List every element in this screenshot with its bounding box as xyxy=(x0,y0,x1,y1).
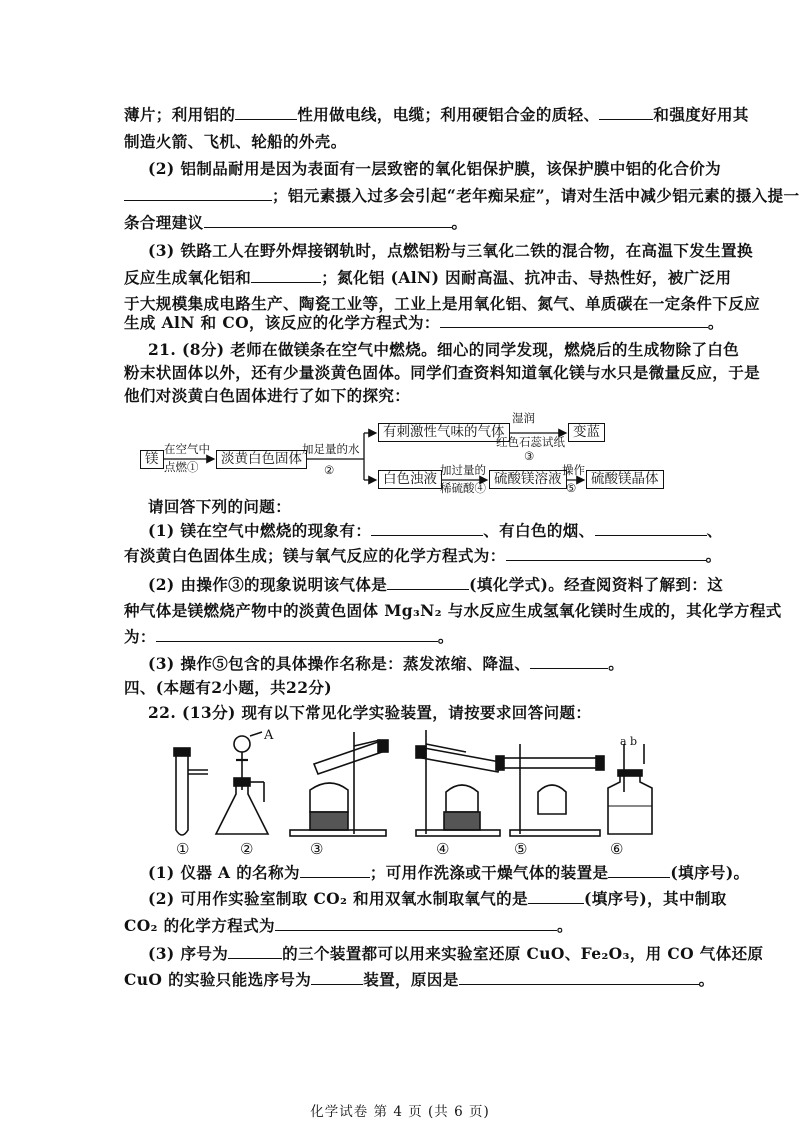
apparatus-number-6: ⑥ xyxy=(610,840,624,858)
apparatus-number-1: ① xyxy=(176,840,190,858)
apparatus-3-heating-tube xyxy=(290,732,388,836)
text: 。 xyxy=(437,627,454,646)
q21-ask: 请回答下列的问题： xyxy=(148,497,292,516)
answer-blank[interactable] xyxy=(595,521,707,536)
q21-line-2: 粉末状固体以外，还有少量淡黄色固体。同学们查资料知道氧化镁与水只是微量反应，于是 xyxy=(124,363,761,382)
q21-a1-line-1 xyxy=(148,520,722,542)
text: 。 xyxy=(705,546,722,565)
text: 、 xyxy=(706,521,723,540)
apparatus-number-2: ② xyxy=(240,840,254,858)
q20-part3-line-3: 于大规模集成电路生产、陶瓷工业等，工业上是用氧化铝、氮气、单质碳在一定条件下反应 xyxy=(124,294,761,313)
answer-blank[interactable] xyxy=(228,944,282,959)
answer-blank[interactable] xyxy=(506,546,706,561)
box-mgso4-crystal: 硫酸镁晶体 xyxy=(586,470,664,489)
text: 。 xyxy=(698,970,715,989)
q20-line-2: 制造火箭、飞机、轮船的外壳。 xyxy=(124,132,347,151)
q21-a2-line-3 xyxy=(124,626,454,648)
answer-blank[interactable] xyxy=(371,521,483,536)
q20-line-1 xyxy=(124,104,749,126)
q21-a3 xyxy=(148,653,624,675)
answer-blank[interactable] xyxy=(440,313,708,328)
answer-blank[interactable] xyxy=(204,213,452,228)
text: 和强度好用其 xyxy=(653,105,749,124)
text: 反应生成氧化铝和 xyxy=(124,268,252,287)
label-tubes-ab: a b xyxy=(620,735,638,748)
answer-blank[interactable] xyxy=(251,268,321,283)
q21-a2-line-2: 种气体是镁燃烧产物中的淡黄色固体 Mg₃N₂ 与水反应生成氢氧化镁时生成的，其化学方程式 xyxy=(124,601,782,620)
answer-blank[interactable] xyxy=(275,916,557,931)
answer-blank[interactable] xyxy=(387,575,469,590)
label-acid-step4: 稀硫酸④ xyxy=(440,481,486,495)
text: 。 xyxy=(451,213,468,232)
text: 。 xyxy=(556,916,573,935)
apparatus-number-3: ③ xyxy=(310,840,324,858)
box-white-turbid: 白色浊液 xyxy=(378,470,442,489)
text: 。 xyxy=(608,654,625,673)
text: ；氮化铝 (AlN) 因耐高温、抗冲击、导热性好，被广泛用 xyxy=(321,268,732,287)
q22-b2-line-2 xyxy=(124,915,573,937)
apparatus-2-flask-funnel xyxy=(216,732,268,834)
label-ignite-top: 在空气中 xyxy=(164,442,210,456)
section-heading: 四、(本题有2小题，共22分) xyxy=(124,678,333,697)
text: (2) 由操作③的现象说明该气体是 xyxy=(148,575,388,594)
label-ignite-bottom: 点燃① xyxy=(164,460,199,474)
answer-blank[interactable] xyxy=(599,105,653,120)
text: 的三个装置都可以用来实验室还原 CuO、Fe₂O₃，用 CO 气体还原 xyxy=(282,944,764,963)
answer-blank[interactable] xyxy=(156,627,438,642)
q22-b1 xyxy=(148,862,749,884)
flow-diagram xyxy=(140,412,670,494)
text: (填化学式)。经查阅资料了解到：这 xyxy=(469,575,724,594)
answer-blank[interactable] xyxy=(311,970,363,985)
answer-blank[interactable] xyxy=(300,863,370,878)
answer-blank[interactable] xyxy=(124,186,272,201)
apparatus-4-tube-burner xyxy=(416,730,500,836)
apparatus-1-test-tube xyxy=(174,748,208,835)
apparatus-5-horizontal-tube xyxy=(496,744,604,836)
q20-part2-line-2 xyxy=(124,185,799,207)
answer-blank[interactable] xyxy=(608,863,670,878)
text: CO₂ 的化学方程式为 xyxy=(124,916,275,935)
q22-b3-line-2 xyxy=(124,969,715,991)
q20-part3-line-2 xyxy=(124,267,731,289)
apparatus-number-5: ⑤ xyxy=(514,840,528,858)
label-litmus: 红色石蕊试纸 xyxy=(496,435,565,449)
box-yellow-solid: 淡黄白色固体 xyxy=(216,450,307,469)
label-step5: ⑤ xyxy=(566,481,577,495)
apparatus-drawings xyxy=(160,730,680,860)
text: (填序号)。 xyxy=(670,863,750,882)
text: 薄片；利用铝的 xyxy=(124,105,236,124)
apparatus-number-4: ④ xyxy=(436,840,450,858)
label-moist: 湿润 xyxy=(512,411,535,425)
text: 装置，原因是 xyxy=(363,970,459,989)
label-instrument-a: A xyxy=(264,728,274,743)
page-footer: 化学试卷 第 4 页 (共 6 页) xyxy=(310,1104,490,1120)
text: (3) 序号为 xyxy=(148,944,229,963)
text: (1) 仪器 A 的名称为 xyxy=(148,863,300,882)
label-add-acid: 加过量的 xyxy=(440,463,486,477)
q20-part2-line-1: (2) 铝制品耐用是因为表面有一层致密的氧化铝保护膜，该保护膜中铝的化合价为 xyxy=(148,159,722,178)
q21-a1-line-2 xyxy=(124,545,722,567)
text: 有淡黄白色固体生成；镁与氧气反应的化学方程式为： xyxy=(124,546,506,565)
apparatus-6-washing-bottle xyxy=(608,744,652,834)
text: (3) 操作⑤包含的具体操作名称是：蒸发浓缩、降温、 xyxy=(148,654,531,673)
text: 条合理建议 xyxy=(124,213,204,232)
q21-a2-line-1 xyxy=(148,574,723,596)
answer-blank[interactable] xyxy=(528,889,584,904)
box-turns-blue: 变蓝 xyxy=(568,423,605,442)
text: (1) 镁在空气中燃烧的现象有： xyxy=(148,521,372,540)
box-pungent-gas: 有刺激性气味的气体 xyxy=(378,423,510,442)
q21-line-1: 21. (8分) 老师在做镁条在空气中燃烧。细心的同学发现，燃烧后的生成物除了白色 xyxy=(148,340,740,359)
q21-line-3: 他们对淡黄白色固体进行了如下的探究： xyxy=(124,386,411,405)
box-magnesium: 镁 xyxy=(140,450,164,469)
text: (2) 可用作实验室制取 CO₂ 和用双氧水制取氧气的是 xyxy=(148,889,528,908)
label-step3: ③ xyxy=(524,449,535,463)
text: 、有白色的烟、 xyxy=(483,521,595,540)
answer-blank[interactable] xyxy=(530,654,608,669)
text: ；可用作洗涤或干燥气体的装置是 xyxy=(369,863,609,882)
q22-b3-line-1 xyxy=(148,943,763,965)
text: CuO 的实验只能选序号为 xyxy=(124,970,312,989)
text: 。 xyxy=(707,313,724,332)
text: 为： xyxy=(124,627,156,646)
q20-part3-line-1: (3) 铁路工人在野外焊接钢轨时，点燃铝粉与三氧化二铁的混合物，在高温下发生置换 xyxy=(148,241,753,260)
text: ；铝元素摄入过多会引起“老年痴呆症”，请对生活中减少铝元素的摄入提一 xyxy=(272,186,800,205)
lab-apparatus xyxy=(160,730,680,860)
text: 生成 AlN 和 CO，该反应的化学方程式为： xyxy=(124,313,440,332)
q22-line-1: 22. (13分) 现有以下常见化学实验装置，请按要求回答问题： xyxy=(148,703,592,722)
box-mgso4-solution: 硫酸镁溶液 xyxy=(489,470,567,489)
q22-b2-line-1 xyxy=(148,888,727,910)
text: (填序号)，其中制取 xyxy=(583,889,727,908)
label-operation: 操作 xyxy=(562,463,585,477)
text: 性用做电线，电缆；利用硬铝合金的质轻、 xyxy=(297,105,600,124)
label-step2: ② xyxy=(324,463,335,477)
answer-blank[interactable] xyxy=(235,105,297,120)
q20-part3-line-4 xyxy=(124,312,724,334)
q20-part2-line-3 xyxy=(124,212,467,234)
label-add-water: 加足量的水 xyxy=(302,442,360,456)
answer-blank[interactable] xyxy=(459,970,699,985)
